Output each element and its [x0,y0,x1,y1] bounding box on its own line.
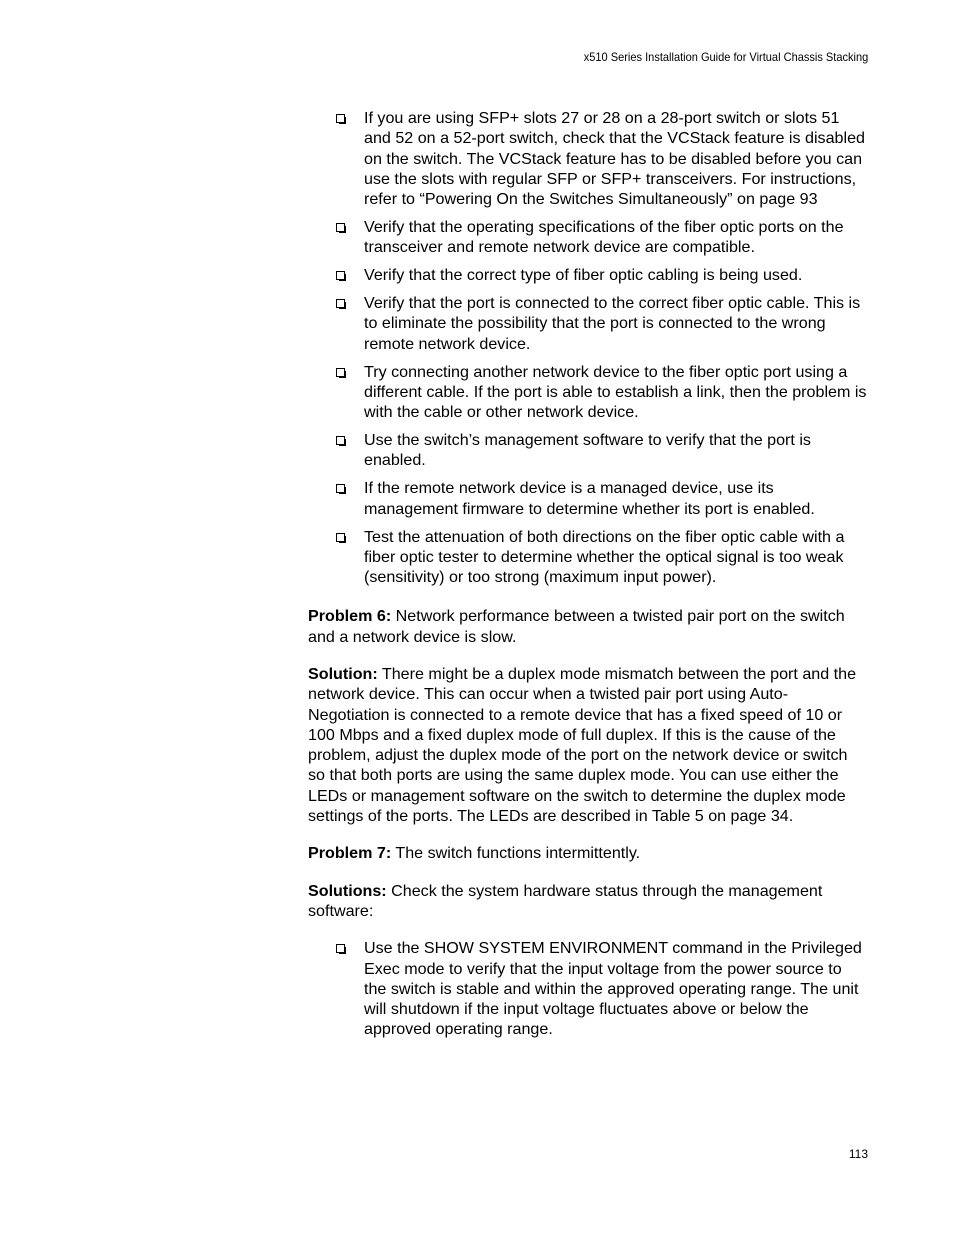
list-item-text: If the remote network device is a managed device, use its management firmware to determine whether its port is enabled. [364,479,815,518]
list-item-text: Use the switch’s management software to verify that the port is enabled. [364,431,811,470]
checkbox-bullet-icon [336,368,345,377]
list-item [364,217,868,258]
list-item-text: If you are using SFP+ slots 27 or 28 on a 28-port switch or slots 51 and 52 on a 52-port switch, check that the VCStack feature is disabled on the switch. The VCStack feature has to be disabled before you can use the slots with regular SFP or SFP+ transceivers. For instructions, refer to “Powering On the Switches Simultaneously” on page 93 [364,109,865,209]
list-item-text: Try connecting another network device to the fiber optic port using a different cable. If the port is able to establish a link, then the problem is with the cable or other network device. [364,362,867,422]
fiber-checklist [308,108,868,587]
problem-6-label: Problem 6: [308,607,392,626]
list-item [364,362,868,423]
checkbox-bullet-icon [336,533,345,542]
list-item [364,108,868,209]
list-item-text: Verify that the operating specifications of the fiber optic ports on the transceiver and remote network device are compatible. [364,218,844,257]
list-item-text: Use the SHOW SYSTEM ENVIRONMENT command in the Privileged Exec mode to verify that the input voltage from the power source to the switch is stable and within the approved operating range. The unit will shutdown if the input voltage fluctuates above or below the approved operating range. [364,939,862,1039]
checkbox-bullet-icon [336,223,345,232]
list-item [364,478,868,519]
list-item [364,527,868,588]
checkbox-bullet-icon [336,114,345,123]
page-number: 113 [848,1147,868,1161]
checkbox-bullet-icon [336,299,345,308]
checkbox-bullet-icon [336,271,345,280]
solutions-7-paragraph [308,881,868,922]
list-item-text: Test the attenuation of both directions on the fiber optic cable with a fiber optic tester to determine whether the optical signal is too weak (sensitivity) or too strong (maximum input power). [364,527,845,587]
page-content [308,108,868,1047]
solution-6-text: There might be a duplex mode mismatch between the port and the network device. This can occur when a twisted pair port using Auto-Negotiation is connected to a remote device that has a fixed speed of 10 or 100 Mbps and a fixed duplex mode of full duplex. If this is the cause of the problem, adjust the duplex mode of the port on the network device or switch so that both ports are using the same duplex mode. You can use either the LEDs or management software on the switch to determine the duplex mode settings of the ports. The LEDs are described in Table 5 on page 34. [308,664,857,826]
solutions-7-label: Solutions: [308,881,387,900]
checkbox-bullet-icon [336,944,345,953]
list-item-text: Verify that the port is connected to the correct fiber optic cable. This is to eliminate the possibility that the port is connected to the wrong remote network device. [364,294,861,353]
problem-7-label: Problem 7: [308,844,392,863]
list-item [364,265,868,285]
running-header: x510 Series Installation Guide for Virtual Chassis Stacking [583,50,868,64]
list-item [364,293,868,354]
problem-6-paragraph [308,606,868,647]
checkbox-bullet-icon [336,484,345,493]
checkbox-bullet-icon [336,436,345,445]
problem-6-text: Network performance between a twisted pair port on the switch and a network device is slow. [308,607,845,646]
list-item-text: Verify that the correct type of fiber optic cabling is being used. [364,266,803,285]
solution-6-paragraph [308,664,868,826]
problem-7-text: The switch functions intermittently. [391,844,641,863]
hardware-checklist [308,938,868,1039]
solutions-7-text: Check the system hardware status through the management software: [308,881,823,920]
list-item [364,938,868,1039]
solution-6-label: Solution: [308,664,378,683]
list-item [364,430,868,471]
problem-7-paragraph [308,843,868,863]
